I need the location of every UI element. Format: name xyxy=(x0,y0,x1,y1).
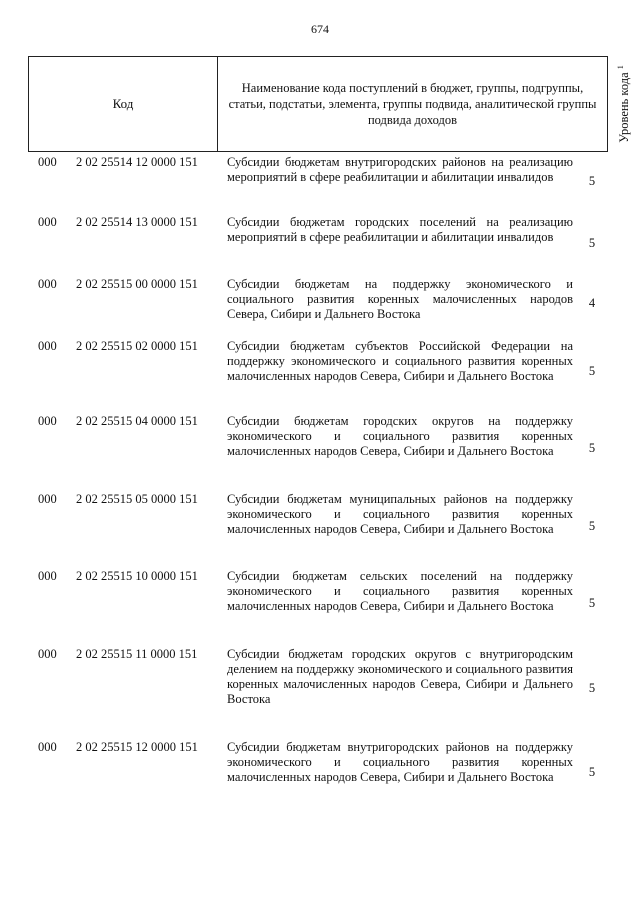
table-row xyxy=(28,274,640,336)
row-code: 2 02 25515 11 0000 151 xyxy=(76,647,198,661)
row-prefix: 000 xyxy=(38,215,57,229)
header-level-label xyxy=(615,65,631,143)
row-level: 5 xyxy=(588,236,596,250)
row-level: 5 xyxy=(588,596,596,610)
row-prefix: 000 xyxy=(38,277,57,291)
row-name: Субсидии бюджетам муниципальных районов на поддержку экономического и социального развития коренных малочисленных народов Севера, Сибири и Дальнего Востока xyxy=(227,492,573,536)
row-name: Субсидии бюджетам внутригородских районов на реализацию мероприятий в сфере реабилитации и абилитации инвалидов xyxy=(227,155,573,184)
header-level-footnote: 1 xyxy=(615,65,625,70)
row-prefix: 000 xyxy=(38,339,57,353)
row-level: 5 xyxy=(588,441,596,455)
table-row xyxy=(28,336,640,411)
table-row xyxy=(28,644,640,737)
page-number: 674 xyxy=(311,22,329,36)
table-body xyxy=(28,152,640,807)
table-row xyxy=(28,489,640,566)
row-level: 5 xyxy=(588,519,596,533)
row-code: 2 02 25515 00 0000 151 xyxy=(76,277,198,291)
header-level-text: Уровень кода xyxy=(616,72,631,143)
row-code: 2 02 25514 13 0000 151 xyxy=(76,215,198,229)
row-code: 2 02 25515 10 0000 151 xyxy=(76,569,198,583)
row-prefix: 000 xyxy=(38,492,57,506)
row-prefix: 000 xyxy=(38,155,57,169)
row-level: 5 xyxy=(588,765,596,779)
row-code: 2 02 25515 04 0000 151 xyxy=(76,414,198,428)
row-level: 5 xyxy=(588,681,596,695)
table-row xyxy=(28,737,640,807)
header-code-cell xyxy=(29,57,218,151)
table-row xyxy=(28,411,640,489)
table-row xyxy=(28,152,640,212)
row-name: Субсидии бюджетам внутригородских районов на поддержку экономического и социального развития коренных малочисленных народов Севера, Сибири и Дальнего Востока xyxy=(227,740,573,784)
row-name: Субсидии бюджетам городских округов с внутригородским делением на поддержку экономического и социального развития коренных малочисленных народов Севера, Сибири и Дальнего Востока xyxy=(227,647,573,706)
header-level-cell xyxy=(608,57,639,151)
row-level: 4 xyxy=(588,296,596,310)
row-code: 2 02 25514 12 0000 151 xyxy=(76,155,198,169)
table-row xyxy=(28,566,640,644)
row-name: Субсидии бюджетам субъектов Российской Федерации на поддержку экономического и социального развития коренных малочисленных народов Севера, Сибири и Дальнего Востока xyxy=(227,339,573,383)
row-prefix: 000 xyxy=(38,740,57,754)
row-name: Субсидии бюджетам городских поселений на реализацию мероприятий в сфере реабилитации и абилитации инвалидов xyxy=(227,215,573,244)
row-code: 2 02 25515 12 0000 151 xyxy=(76,740,198,754)
row-code: 2 02 25515 02 0000 151 xyxy=(76,339,198,353)
header-code-label: Код xyxy=(112,96,134,111)
row-name: Субсидии бюджетам городских округов на поддержку экономического и социального развития коренных малочисленных народов Севера, Сибири и Дальнего Востока xyxy=(227,414,573,458)
row-prefix: 000 xyxy=(38,647,57,661)
table-header xyxy=(28,56,631,152)
row-name: Субсидии бюджетам на поддержку экономического и социального развития коренных малочисленных народов Севера, Сибири и Дальнего Востока xyxy=(227,277,573,321)
row-prefix: 000 xyxy=(38,569,57,583)
table-row xyxy=(28,212,640,274)
row-name: Субсидии бюджетам сельских поселений на поддержку экономического и социального развития коренных малочисленных народов Севера, Сибири и Дальнего Востока xyxy=(227,569,573,613)
row-level: 5 xyxy=(588,364,596,378)
row-level: 5 xyxy=(588,174,596,188)
row-code: 2 02 25515 05 0000 151 xyxy=(76,492,198,506)
header-name-cell xyxy=(218,57,608,151)
header-name-label: Наименование кода поступлений в бюджет, группы, подгруппы, статьи, подстатьи, элемента, группы подвида, аналитической группы подвида доходов xyxy=(228,81,597,127)
row-prefix: 000 xyxy=(38,414,57,428)
